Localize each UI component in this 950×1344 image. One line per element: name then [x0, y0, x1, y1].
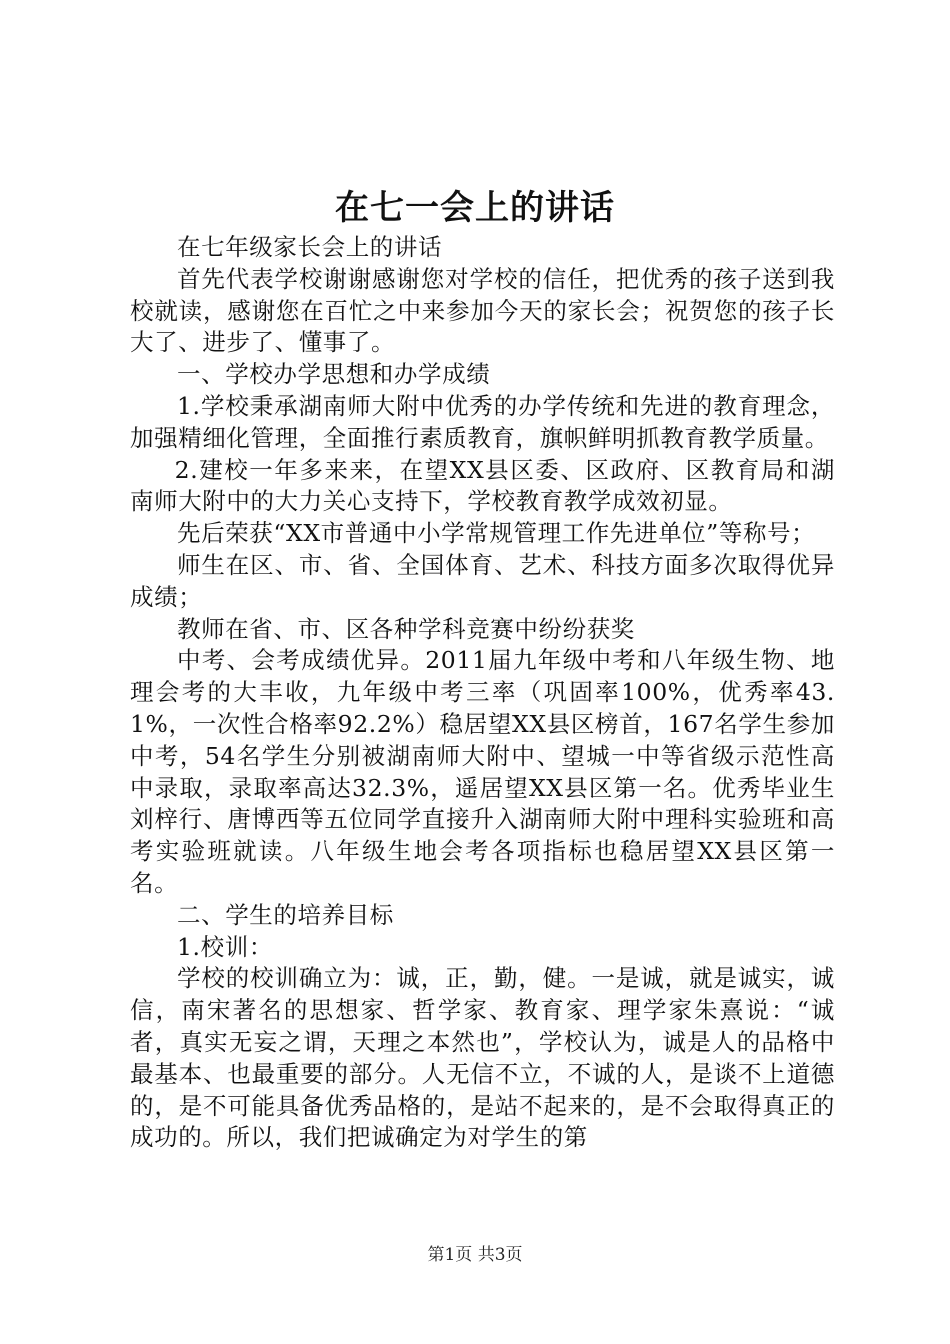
paragraph-motto-heading: 1.校训：	[177, 932, 273, 961]
paragraph-point-1: 1.学校秉承湖南师大附中优秀的办学传统和先进的教育理念，加强精细化管理，全面推行素质教育，旗帜鲜明抓教育教学质量。	[130, 391, 835, 452]
section-heading-school-philosophy: 一、学校办学思想和办学成绩	[177, 360, 491, 389]
section-heading-training-goals: 二、学生的培养目标	[177, 900, 394, 929]
paragraph-exam-results: 中考、会考成绩优异。2011届九年级中考和八年级生物、地理会考的大丰收，九年级中考三率（巩固率100%，优秀率43.1%，一次性合格率92.2%）稳居望XX县区榜首，167名学生参加中考，54名学生分别被湖南师大附中、望城一中等省级示范性高中录取，录取率高达32.3%，遥居望XX县区第一名。优秀毕业生刘梓行、唐博西等五位同学直接升入湖南师大附中理科实验班和高考实验班就读。八年级生地会考各项指标也稳居望XX县区第一名。	[130, 646, 835, 897]
paragraph-honors: 先后荣获“XX市普通中小学常规管理工作先进单位”等称号；	[177, 519, 816, 548]
paragraph-teacher-awards: 教师在省、市、区各种学科竞赛中纷纷获奖	[177, 614, 635, 643]
paragraph-thanks: 首先代表学校谢谢感谢您对学校的信任，把优秀的孩子送到我校就读，感谢您在百忙之中来参加今天的家长会；祝贺您的孩子长大了、进步了、懂事了。	[130, 264, 835, 357]
document-body	[130, 232, 835, 1154]
document-title: 在七一会上的讲话	[335, 188, 615, 228]
paragraph-heading-meeting: 在七年级家长会上的讲话	[177, 233, 443, 261]
paragraph-student-achievements: 师生在区、市、省、全国体育、艺术、科技方面多次取得优异成绩；	[130, 550, 835, 611]
paragraph-motto: 学校的校训确立为：诚，正，勤，健。一是诚，就是诚实，诚信，南宋著名的思想家、哲学家、教育家、理学家朱熹说：“诚者，真实无妄之谓，天理之本然也”，学校认为，诚是人的品格中最基本、也最重要的部分。人无信不立，不诚的人，是谈不上道德的，是不可能具备优秀品格的，是站不起来的，是不会取得真正的成功的。所以，我们把诚确定为对学生的第	[130, 964, 835, 1152]
page-footer: 第1页 共3页	[427, 1245, 523, 1265]
paragraph-point-2: 2.建校一年多来来，在望XX县区委、区政府、区教育局和湖南师大附中的大力关心支持下，学校教育教学成效初显。	[130, 455, 835, 516]
